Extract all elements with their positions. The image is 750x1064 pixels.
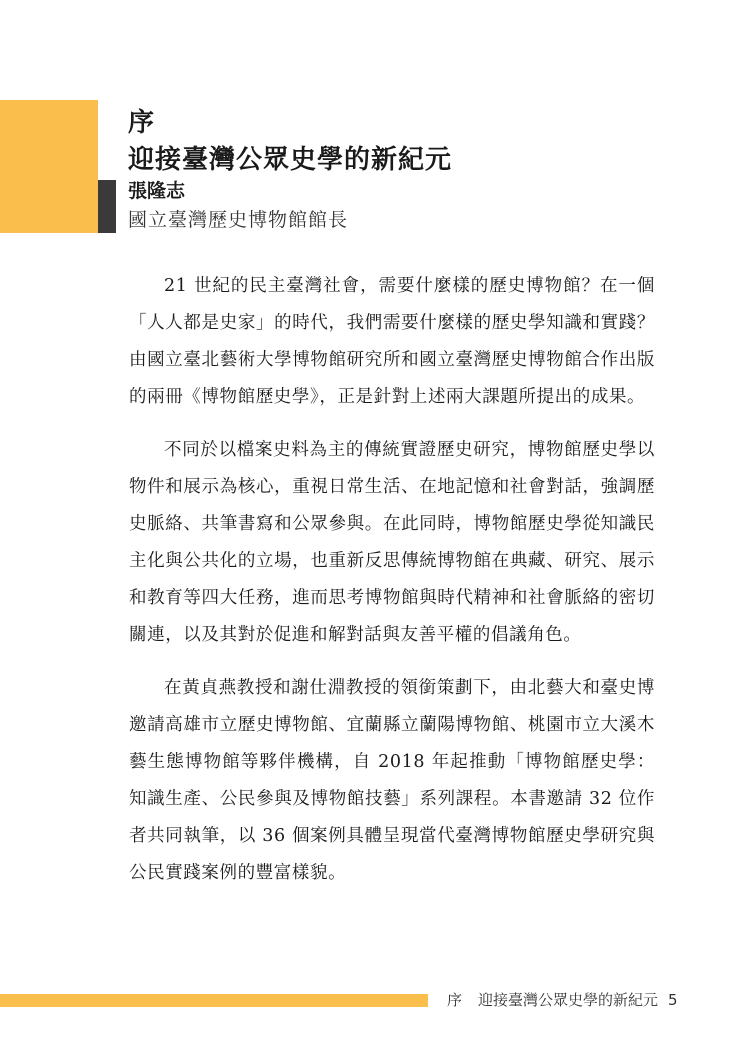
chapter-header (128, 106, 452, 180)
chapter-label: 序 (128, 108, 155, 138)
page-number: 5 (668, 991, 678, 1009)
paragraph-1: 21 世紀的民主臺灣社會，需要什麼樣的歷史博物館？在一個「人人都是史家」的時代，我們需要什麼樣的歷史學知識和實踐？由國立臺北藝術大學博物館研究所和國立臺灣歷史博物館合作出版的兩冊《博物館歷史學》，正是針對上述兩大課題所提出的成果。 (129, 276, 655, 407)
chapter-title: 迎接臺灣公眾史學的新紀元 (128, 145, 453, 175)
footer-accent-bar (0, 994, 428, 1007)
author-name: 張隆志 (128, 180, 186, 202)
author-marker-bar (98, 180, 116, 233)
accent-block (0, 100, 98, 233)
body-text (129, 268, 655, 908)
paragraph-3: 在黃貞燕教授和謝仕淵教授的領銜策劃下，由北藝大和臺史博邀請高雄市立歷史博物館、宜蘭縣立蘭陽博物館、桃園市立大溪木藝生態博物館等夥伴機構，自 2018 年起推動「博物館歷史學：知識生產、公民參與及博物館技藝」系列課程。本書邀請 32 位作者共同執筆，以 36 個案例具體呈現當代臺灣博物館歷史學研究與公民實踐案例的豐富樣貌。 (129, 678, 655, 883)
author-role: 國立臺灣歷史博物館館長 (128, 209, 349, 231)
footer-title: 迎接臺灣公眾史學的新紀元 (478, 991, 659, 1009)
running-footer (447, 988, 678, 1012)
paragraph-2: 不同於以檔案史料為主的傳統實證歷史研究，博物館歷史學以物件和展示為核心，重視日常生活、在地記憶和社會對話，強調歷史脈絡、共筆書寫和公眾參與。在此同時，博物館歷史學從知識民主化與公共化的立場，也重新反思傳統博物館在典藏、研究、展示和教育等四大任務，進而思考博物館與時代精神和社會脈絡的密切關連，以及其對於促進和解對話與友善平權的倡議角色。 (129, 440, 655, 645)
footer-section-label: 序 (447, 991, 463, 1009)
